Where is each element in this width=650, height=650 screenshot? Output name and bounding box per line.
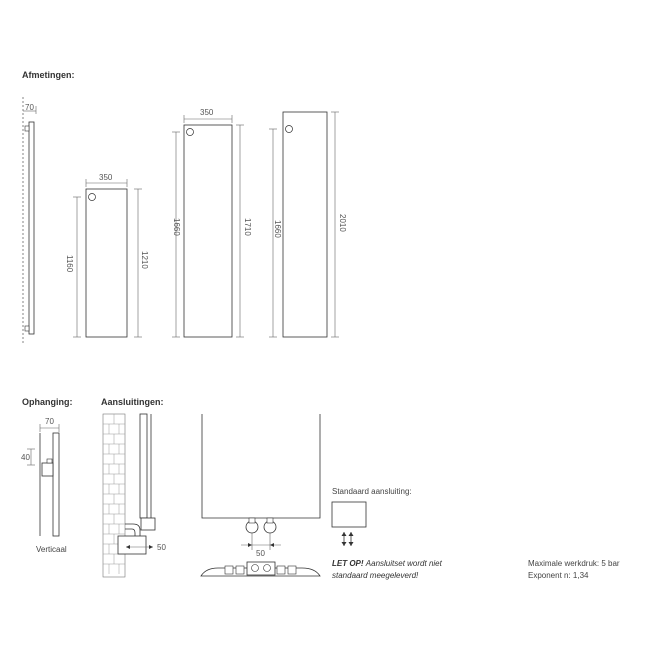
ophanging-height-label: 40 <box>21 453 30 462</box>
ophanging-drawing <box>21 417 59 536</box>
warning-note <box>332 558 442 582</box>
radiator-2-inner-height-label: 1660 <box>172 218 181 236</box>
radiator-1-inner-height-label: 1160 <box>65 255 74 273</box>
standard-connection-diagram <box>332 502 366 546</box>
radiator-1660 <box>172 108 252 337</box>
radiator-3-inner-height-label: 1660 <box>273 220 282 238</box>
specs-block <box>528 558 620 582</box>
standard-connection-label: Standaard aansluiting: <box>332 487 412 496</box>
warning-line-1: Aansluitset wordt niet <box>365 559 442 568</box>
radiator-2-width-label: 350 <box>200 108 214 117</box>
aansluitingen-spacing-label: 50 <box>256 549 265 558</box>
side-profile <box>23 97 36 345</box>
radiator-3-outer-height-label: 2010 <box>338 214 347 232</box>
aansluitingen-front-view <box>201 414 320 576</box>
ophanging-caption: Verticaal <box>36 545 67 554</box>
heading-aansluitingen: Aansluitingen: <box>101 397 164 407</box>
aansluitingen-wall-offset-label: 50 <box>157 543 166 552</box>
radiator-1-outer-height-label: 1210 <box>140 251 149 269</box>
warning-bold: LET OP! <box>332 559 364 568</box>
warning-line-2: standaard meegeleverd! <box>332 571 419 580</box>
heading-ophanging: Ophanging: <box>22 397 73 407</box>
aansluitingen-side-view <box>103 414 166 577</box>
heading-afmetingen: Afmetingen: <box>22 70 75 80</box>
spec-pressure: Maximale werkdruk: 5 bar <box>528 559 620 568</box>
spec-exponent: Exponent n: 1,34 <box>528 571 589 580</box>
ophanging-depth-label: 70 <box>45 417 54 426</box>
radiator-2-outer-height-label: 1710 <box>243 218 252 236</box>
radiator-1-width-label: 350 <box>99 173 113 182</box>
side-profile-depth-label: 70 <box>25 103 34 112</box>
radiator-2010 <box>269 112 347 337</box>
radiator-1160 <box>65 173 149 337</box>
